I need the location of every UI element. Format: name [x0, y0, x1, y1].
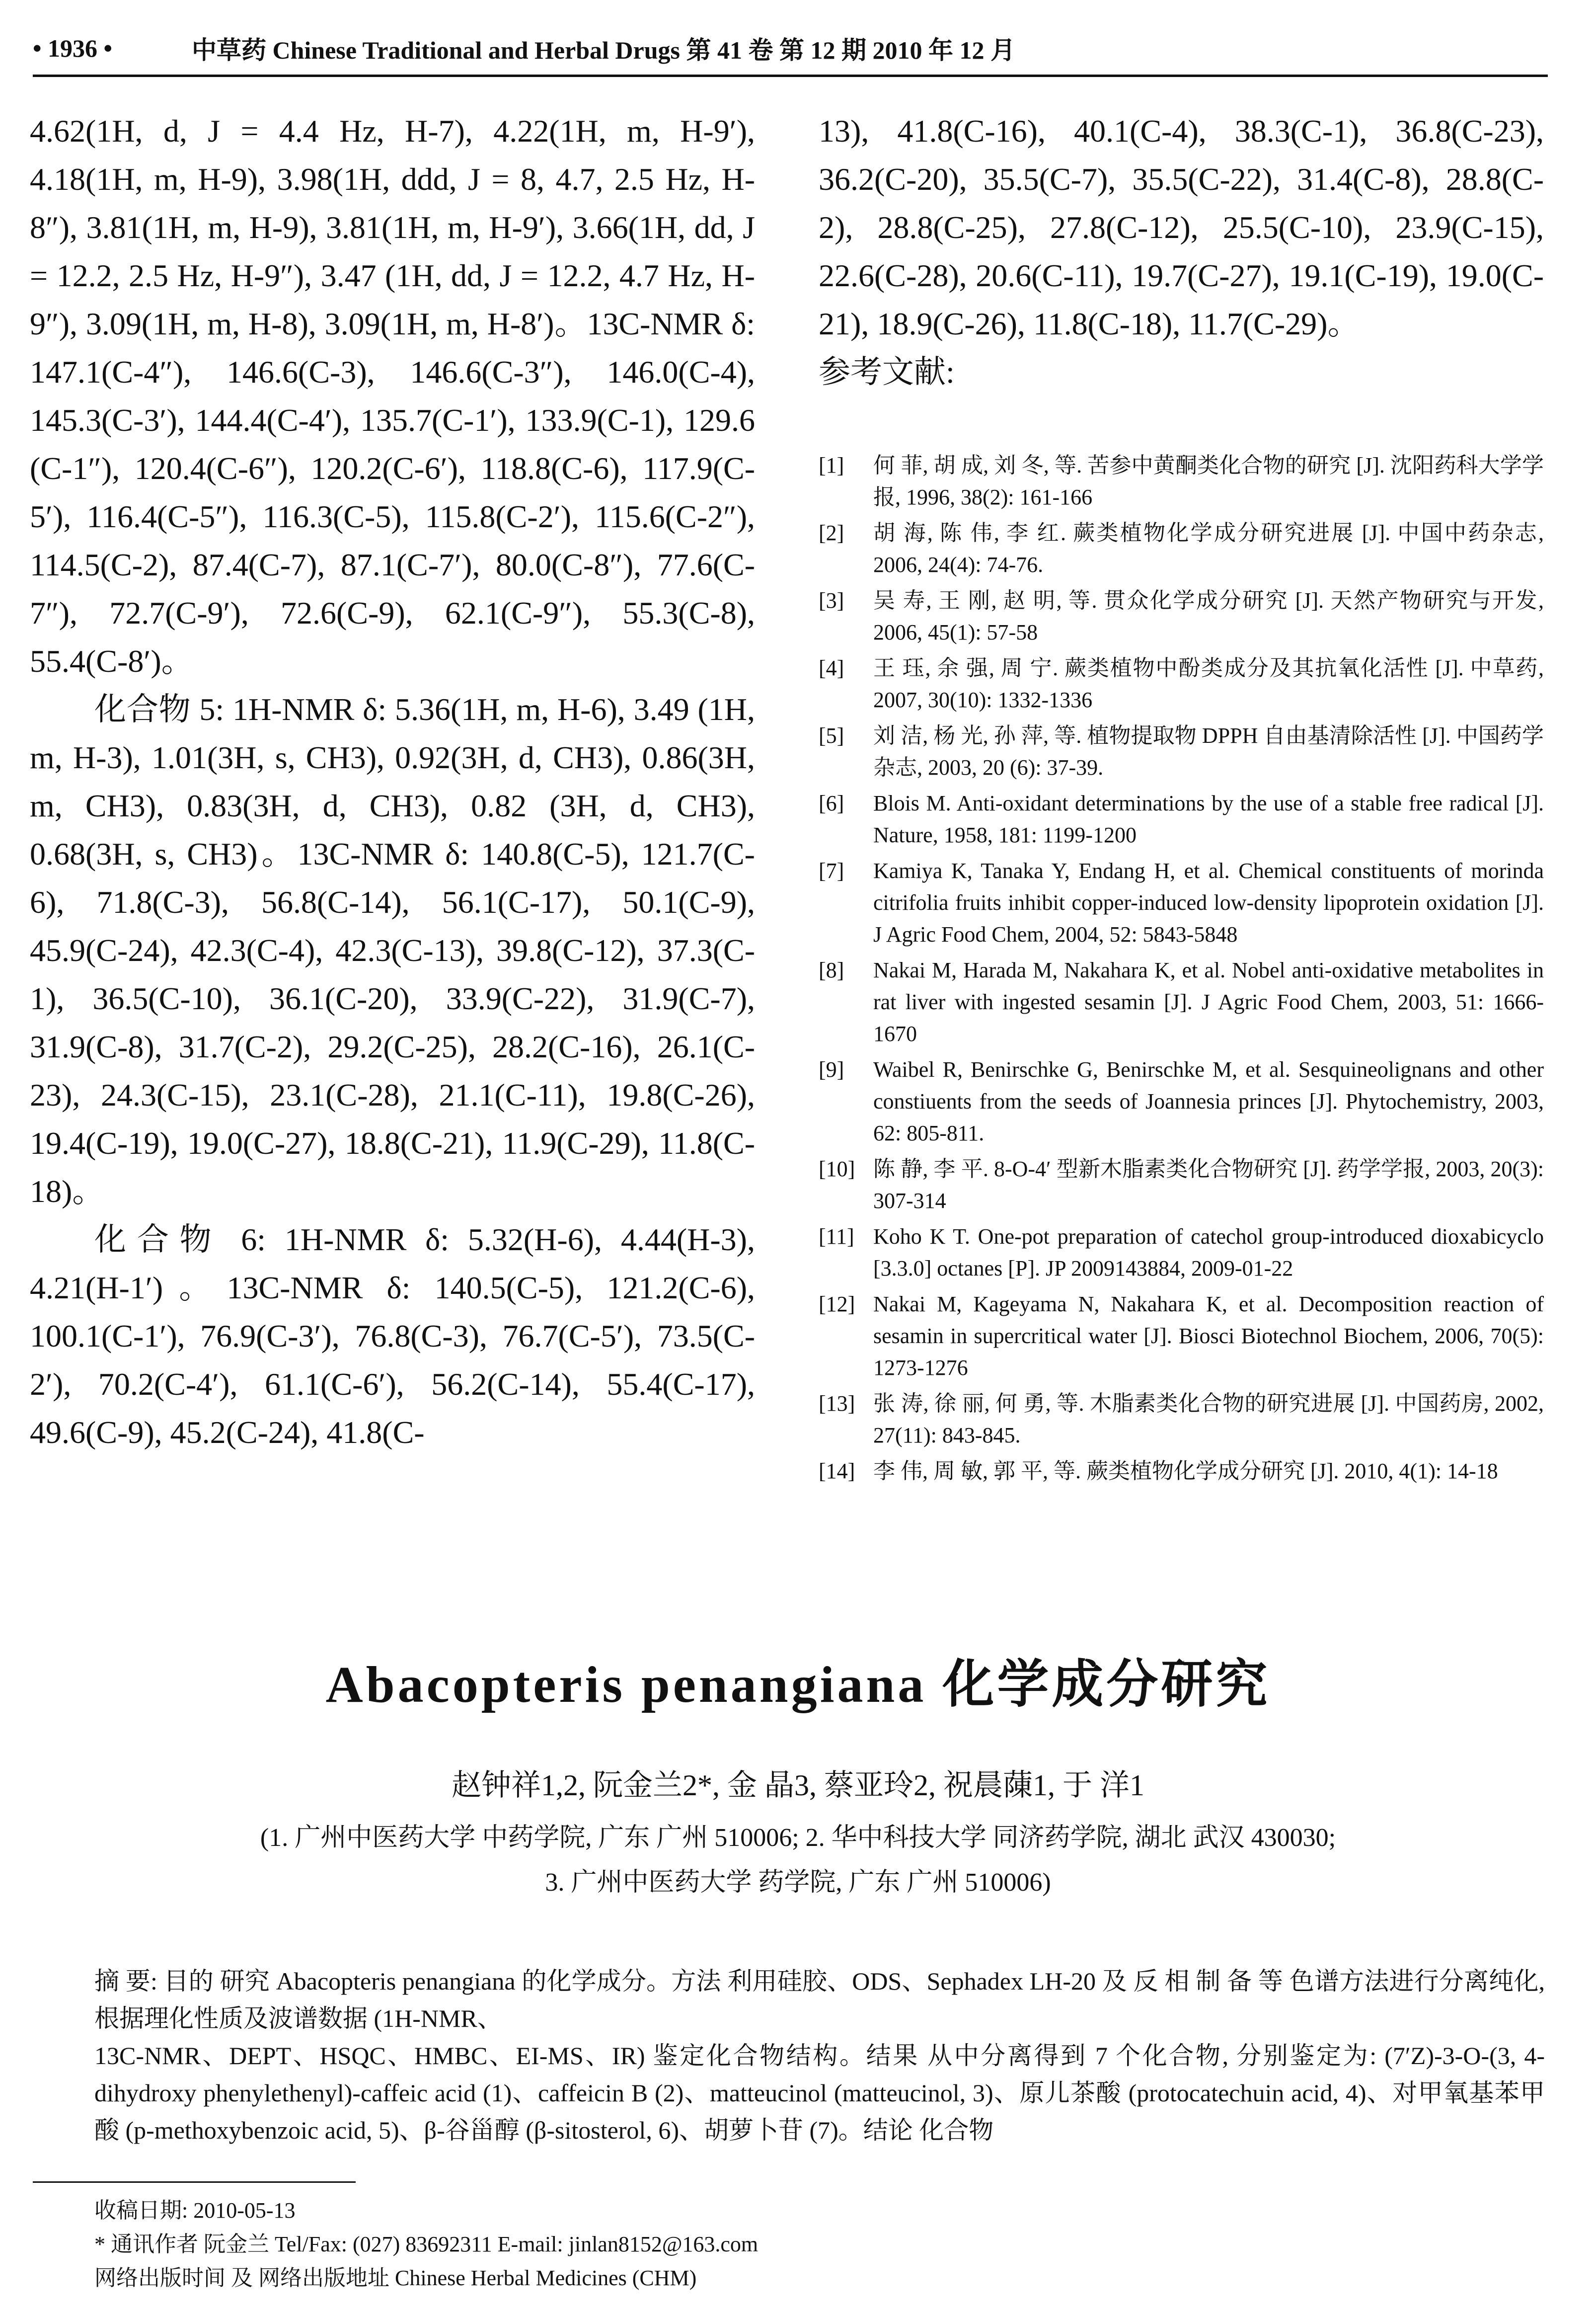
reference-number: [14] [819, 1459, 855, 1483]
reference-number: [13] [819, 1391, 855, 1416]
corresponding-author: * 通讯作者 阮金兰 Tel/Fax: (027) 83692311 E-mail: jinlan8152@163.com [94, 2232, 759, 2256]
nmr-paragraph-4: 4.62(1H, d, J = 4.4 Hz, H-7), 4.22(1H, m, H-9′), 4.18(1H, m, H-9), 3.98(1H, ddd, J = 8, 4.7, 2.5 Hz, H-8″), 3.81(1H, m, H-9), 3.81(1H, m, H-9′), 3.66(1H, dd, J = 12.2, 2.5 Hz, H-9″), 3.47 (1H, dd, J = 12.2, 4.7 Hz, H-9″), 3.09(1H, m, H-8), 3.09(1H, m, H-8′)。13C-NMR δ: 147.1(C-4″), 146.6(C-3), 146.6(C-3″), 146.0(C-4), 145.3(C-3′), 144.4(C-4′), 135.7(C-1′), 133.9(C-1), 129.6 (C-1″), 120.4(C-6″), 120.2(C-6′), 118.8(C-6), 117.9(C-5′), 116.4(C-5″), 116.3(C-5), 115.8(C-2′), 115.6(C-2″), 114.5(C-2), 87.4(C-7), 87.1(C-7′), 80.0(C-8″), 77.6(C-7″), 72.7(C-9′), 72.6(C-9), 62.1(C-9″), 55.3(C-8), 55.4(C-8′)。 [30, 113, 755, 679]
nmr-paragraph-5: 化合物 5: 1H-NMR δ: 5.36(1H, m, H-6), 3.49 (1H, m, H-3), 1.01(3H, s, CH3), 0.92(3H, d, CH3), 0.86(3H, m, CH3), 0.83(3H, d, CH3), 0.82 (3H, d, CH3), 0.68(3H, s, CH3)。13C-NMR δ: 140.8(C-5), 121.7(C-6), 71.8(C-3), 56.8(C-14), 56.1(C-17), 50.1(C-9), 45.9(C-24), 42.3(C-4), 42.3(C-13), 39.8(C-12), 37.3(C-1), 36.5(C-10), 36.1(C-20), 33.9(C-22), 31.9(C-7), 31.9(C-8), 31.7(C-2), 29.2(C-25), 28.2(C-16), 26.1(C-23), 24.3(C-15), 23.1(C-28), 21.1(C-11), 19.8(C-26), 19.4(C-19), 19.0(C-27), 18.8(C-21), 11.9(C-29), 11.8(C-18)。 [30, 692, 755, 1209]
affiliation-line: (1. 广州中医药大学 中药学院, 广东 广州 510006; 2. 华中科技大学 同济药学院, 湖北 武汉 430030; [260, 1824, 1336, 1852]
reference-number: [2] [819, 521, 844, 545]
reference-item [819, 1221, 1544, 1284]
reference-text: 王 珏, 余 强, 周 宁. 蕨类植物中酚类成分及其抗氧化活性 [J]. 中草药, 2007, 30(10): 1332-1336 [873, 656, 1544, 712]
reference-list [819, 450, 1544, 1491]
reference-text: 何 菲, 胡 成, 刘 冬, 等. 苦参中黄酮类化合物的研究 [J]. 沈阳药科大学学报, 1996, 38(2): 161-166 [873, 453, 1544, 509]
header-rule [33, 75, 1548, 77]
nmr-paragraph-6: 化合物 6: 1H-NMR δ: 5.32(H-6), 4.44(H-3), 4.21(H-1′)。13C-NMR δ: 140.5(C-5), 121.2(C-6), 100.1(C-1′), 76.9(C-3′), 76.8(C-3), 76.7(C-5′), 73.5(C-2′), 70.2(C-4′), 61.1(C-6′), 56.2(C-14), 55.4(C-17), 49.6(C-9), 45.2(C-24), 41.8(C- [30, 1222, 755, 1450]
reference-item [819, 955, 1544, 1050]
reference-text: 胡 海, 陈 伟, 李 红. 蕨类植物化学成分研究进展 [J]. 中国中药杂志, 2006, 24(4): 74-76. [873, 521, 1544, 577]
running-header [33, 26, 1548, 71]
reference-item [819, 652, 1544, 716]
abstract [94, 1963, 1545, 2149]
reference-text: 刘 洁, 杨 光, 孙 萍, 等. 植物提取物 DPPH 自由基清除活性 [J]. 中国药学杂志, 2003, 20 (6): 37-39. [873, 723, 1544, 780]
reference-number: [1] [819, 453, 844, 478]
reference-number: [4] [819, 656, 844, 680]
page-number: • 1936 • [33, 34, 113, 62]
reference-text: Koho K T. One-pot preparation of catechol group-introduced dioxabicyclo [3.3.0] octanes [P]. JP 2009143884, 2009-01-22 [873, 1224, 1544, 1280]
reference-text: 陈 静, 李 平. 8-O-4′ 型新木脂素类化合物研究 [J]. 药学学报, 2003, 20(3): 307-314 [873, 1157, 1544, 1213]
footnote-rule [33, 2181, 356, 2183]
journal-name: 中草药 Chinese Traditional and Herbal Drugs 第 41 卷 第 12 期 2010 年 12 月 [192, 36, 1015, 64]
online-publication: 网络出版时间 及 网络出版地址 Chinese Herbal Medicines (CHM) [94, 2266, 697, 2290]
reference-number: [6] [819, 791, 844, 815]
reference-item [819, 517, 1544, 581]
reference-number: [10] [819, 1157, 855, 1181]
abstract-paragraph: 13C-NMR、DEPT、HSQC、HMBC、EI-MS、IR) 鉴定化合物结构。结果 从中分离得到 7 个化合物, 分别鉴定为: (7′Z)-3-O-(3, 4-dihydroxy phenylethenyl)-caffeic acid (1)、caffeicin B (2)、matteucinol (matteucinol, 3)、原儿茶酸 (protocatechuin acid, 4)、对甲氧基苯甲酸 (p-methoxybenzoic acid, 5)、β-谷甾醇 (β-sitosterol, 6)、胡萝卜苷 (7)。结论 化合物 [94, 2042, 1545, 2144]
reference-item [819, 1288, 1544, 1384]
reference-text: 张 涛, 徐 丽, 何 勇, 等. 木脂素类化合物的研究进展 [J]. 中国药房, 2002, 27(11): 843-845. [873, 1391, 1544, 1447]
reference-text: Blois M. Anti-oxidant determinations by the use of a stable free radical [J]. Nature, 1958, 181: 1199-1200 [873, 791, 1544, 847]
reference-text: Kamiya K, Tanaka Y, Endang H, et al. Chemical constituents of morinda citrifolia fruits inhibit copper-induced low-density lipoprotein oxidation [J]. J Agric Food Chem, 2004, 52: 5843-5848 [873, 859, 1544, 947]
reference-item [819, 788, 1544, 851]
reference-item [819, 1153, 1544, 1217]
reference-text: Waibel R, Benirschke G, Benirschke M, et al. Sesquineolignans and other constiuents from the seeds of Joannesia princes [J]. Phytochemistry, 2003, 62: 805-811. [873, 1057, 1544, 1145]
author-list: 赵钟祥1,2, 阮金兰2*, 金 晶3, 蔡亚玲2, 祝晨蔯1, 于 洋1 [452, 1769, 1144, 1802]
reference-number: [5] [819, 723, 844, 748]
reference-item [819, 450, 1544, 513]
affiliation-line: 3. 广州中医药大学 药学院, 广东 广州 510006) [545, 1868, 1051, 1897]
article-title: Abacopteris penangiana 化学成分研究 [325, 1656, 1271, 1713]
nmr-paragraph-continued: 13), 41.8(C-16), 40.1(C-4), 38.3(C-1), 36.8(C-23), 36.2(C-20), 35.5(C-7), 35.5(C-22), 31.4(C-8), 28.8(C-2), 28.8(C-25), 27.8(C-12), 25.5(C-10), 23.9(C-15), 22.6(C-28), 20.6(C-11), 19.7(C-27), 19.1(C-19), 19.0(C-21), 18.9(C-26), 11.8(C-18), 11.7(C-29)。 [819, 113, 1544, 341]
reference-text: Nakai M, Harada M, Nakahara K, et al. Nobel anti-oxidative metabolites in rat liver with ingested sesamin [J]. J Agric Food Chem, 2003, 51: 1666-1670 [873, 958, 1544, 1046]
reference-item [819, 1054, 1544, 1149]
abstract-paragraph: 摘 要: 目的 研究 Abacopteris penangiana 的化学成分。方法 利用硅胶、ODS、Sephadex LH-20 及 反 相 制 备 等 色谱方法进行分离纯化, 根据理化性质及波谱数据 (1H-NMR、 [94, 1967, 1545, 2032]
reference-number: [11] [819, 1224, 854, 1249]
reference-item [819, 1388, 1544, 1451]
reference-text: Nakai M, Kageyama N, Nakahara K, et al. Decomposition reaction of sesamin in supercritical water [J]. Biosci Biotechnol Biochem, 2006, 70(5): 1273-1276 [873, 1292, 1544, 1380]
right-column [819, 107, 1544, 396]
reference-number: [8] [819, 958, 844, 982]
reference-text: 吴 寿, 王 刚, 赵 明, 等. 贯众化学成分研究 [J]. 天然产物研究与开发, 2006, 45(1): 57-58 [873, 588, 1544, 644]
received-date: 收稿日期: 2010-05-13 [94, 2198, 296, 2223]
footnotes [94, 2194, 1535, 2295]
reference-number: [12] [819, 1292, 855, 1316]
reference-number: [9] [819, 1057, 844, 1082]
reference-item [819, 585, 1544, 648]
references-heading: 参考文献: [819, 354, 955, 390]
reference-item [819, 720, 1544, 784]
left-column [30, 107, 755, 1456]
reference-item [819, 855, 1544, 951]
reference-text: 李 伟, 周 敏, 郭 平, 等. 蕨类植物化学成分研究 [J]. 2010, 4(1): 14-18 [873, 1459, 1498, 1483]
reference-number: [3] [819, 588, 844, 613]
reference-number: [7] [819, 859, 844, 883]
reference-item [819, 1455, 1544, 1487]
